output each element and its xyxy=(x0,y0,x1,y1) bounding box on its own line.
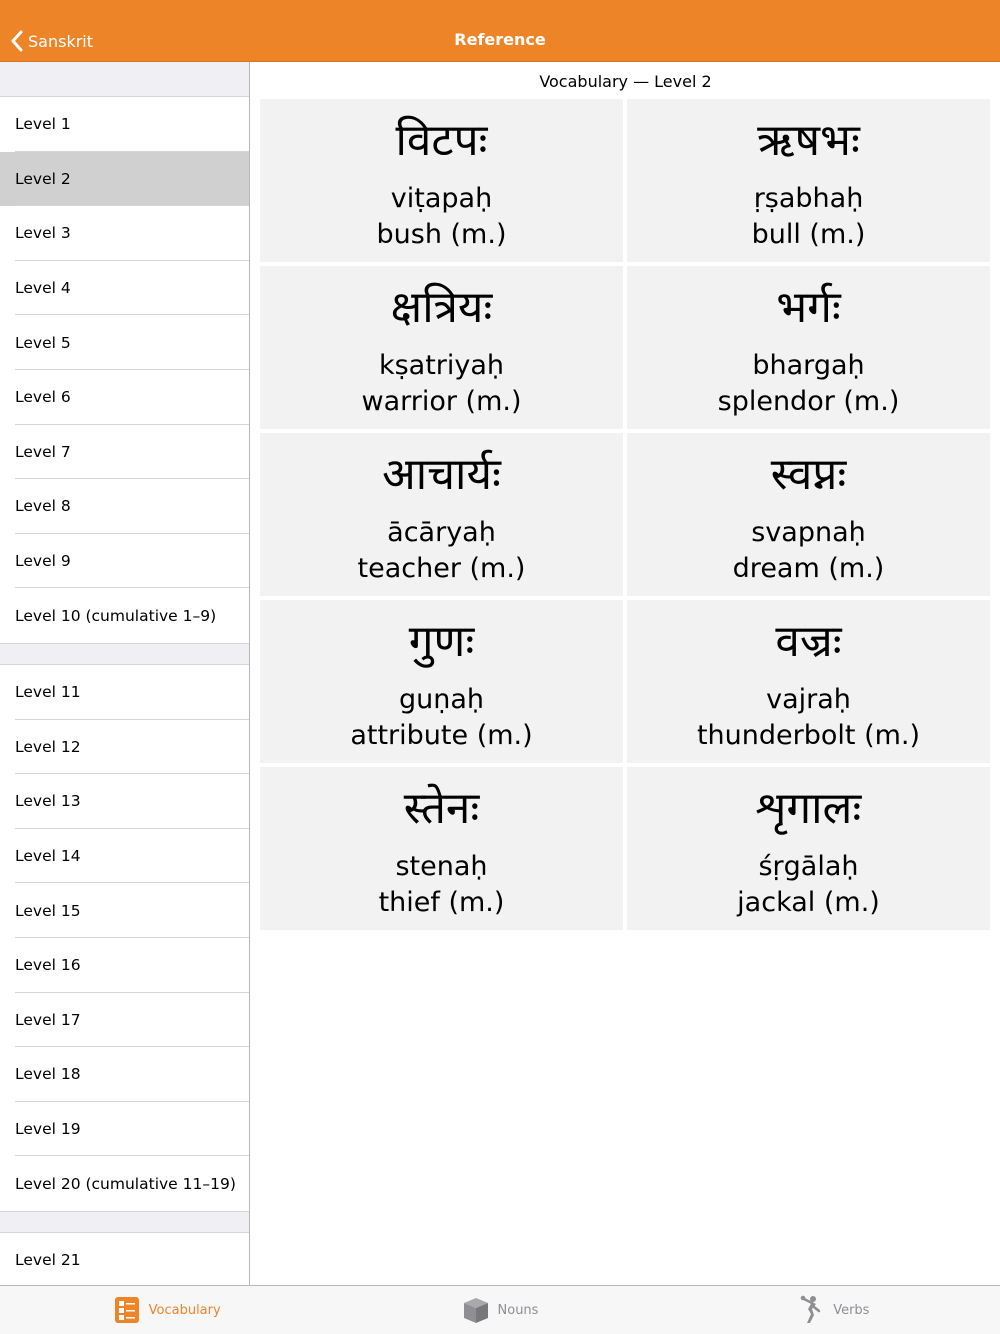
devanagari-word: वज्रः xyxy=(775,616,842,667)
devanagari-word: ऋषभः xyxy=(757,115,860,166)
english-meaning: thunderbolt (m.) xyxy=(696,720,921,751)
sidebar-item-label: Level 6 xyxy=(15,388,71,407)
transliteration: śṛgālaḥ xyxy=(758,851,859,882)
english-meaning: splendor (m.) xyxy=(717,386,900,417)
english-meaning: bush (m.) xyxy=(376,219,507,250)
sidebar-item-level[interactable] xyxy=(0,479,249,534)
transliteration: guṇaḥ xyxy=(398,684,485,715)
vocabulary-card[interactable] xyxy=(260,767,623,930)
tab-bar xyxy=(0,1285,1000,1334)
sidebar-item-level[interactable] xyxy=(0,993,249,1048)
box-icon xyxy=(462,1295,490,1325)
transliteration: ṛṣabhaḥ xyxy=(753,183,864,214)
devanagari-word: शृगालः xyxy=(755,783,862,834)
vocabulary-card[interactable] xyxy=(627,266,990,429)
sidebar-item-level[interactable] xyxy=(0,425,249,480)
vocabulary-grid xyxy=(260,99,990,930)
english-meaning: teacher (m.) xyxy=(357,553,526,584)
content-heading: Vocabulary — Level 2 xyxy=(539,72,712,91)
sidebar-item-level[interactable] xyxy=(0,588,249,643)
sidebar-section xyxy=(0,664,249,1212)
sidebar-item-level[interactable] xyxy=(0,1102,249,1157)
devanagari-word: भर्गः xyxy=(776,282,841,333)
sidebar-item-label: Level 9 xyxy=(15,552,71,571)
tab-nouns[interactable] xyxy=(333,1286,666,1334)
sidebar-item-label: Level 18 xyxy=(15,1065,81,1084)
sidebar-section xyxy=(0,1232,249,1285)
sidebar-item-label: Level 14 xyxy=(15,847,81,866)
sidebar-item-level[interactable] xyxy=(0,774,249,829)
tab-vocabulary-label: Vocabulary xyxy=(148,1302,221,1318)
sidebar-item-label: Level 13 xyxy=(15,792,81,811)
sidebar-item-level[interactable] xyxy=(0,1233,249,1285)
nav-bar xyxy=(0,0,1000,62)
sidebar-item-label: Level 12 xyxy=(15,737,81,756)
sidebar-item-label: Level 20 (cumulative 11–19) xyxy=(15,1174,236,1193)
tab-vocabulary[interactable] xyxy=(0,1286,333,1334)
english-meaning: bull (m.) xyxy=(751,219,866,250)
sidebar-top-spacer xyxy=(0,62,249,96)
sidebar-item-level[interactable] xyxy=(0,665,249,720)
sidebar-item-label: Level 3 xyxy=(15,224,71,243)
sidebar-item-level[interactable] xyxy=(0,206,249,261)
sidebar-item-level[interactable] xyxy=(0,883,249,938)
transliteration: stenaḥ xyxy=(395,851,488,882)
back-button-label: Sanskrit xyxy=(28,31,93,51)
transliteration: svapnaḥ xyxy=(751,517,866,548)
sidebar-item-level[interactable] xyxy=(0,534,249,589)
vocabulary-card[interactable] xyxy=(260,600,623,763)
tab-nouns-label: Nouns xyxy=(497,1302,539,1318)
transliteration: vajraḥ xyxy=(766,684,851,715)
sidebar-item-label: Level 21 xyxy=(15,1251,81,1270)
transliteration: bhargaḥ xyxy=(752,350,865,381)
vocabulary-card[interactable] xyxy=(260,266,623,429)
sidebar-item-level[interactable] xyxy=(0,1156,249,1211)
vocabulary-card[interactable] xyxy=(627,767,990,930)
sidebar-item-label: Level 19 xyxy=(15,1119,81,1138)
sidebar-item-label: Level 4 xyxy=(15,279,71,298)
vocabulary-icon xyxy=(113,1295,141,1325)
sidebar-item-label: Level 5 xyxy=(15,333,71,352)
sidebar-item-label: Level 11 xyxy=(15,683,81,702)
sidebar-item-level[interactable] xyxy=(0,1047,249,1102)
transliteration: viṭapaḥ xyxy=(390,183,493,214)
page-title: Reference xyxy=(454,30,546,49)
sidebar-item-level[interactable] xyxy=(0,152,249,207)
tab-verbs[interactable] xyxy=(667,1286,1000,1334)
transliteration: ācāryaḥ xyxy=(387,517,496,548)
vocabulary-card[interactable] xyxy=(627,433,990,596)
sidebar-item-label: Level 7 xyxy=(15,442,71,461)
english-meaning: thief (m.) xyxy=(378,887,505,918)
vocabulary-card[interactable] xyxy=(627,600,990,763)
sidebar-item-level[interactable] xyxy=(0,315,249,370)
english-meaning: attribute (m.) xyxy=(350,720,533,751)
tab-verbs-label: Verbs xyxy=(833,1302,870,1318)
sidebar-item-level[interactable] xyxy=(0,261,249,316)
devanagari-word: आचार्यः xyxy=(382,449,501,500)
sidebar-item-label: Level 8 xyxy=(15,497,71,516)
devanagari-word: स्वप्नः xyxy=(770,449,847,500)
sidebar-item-level[interactable] xyxy=(0,720,249,775)
sidebar-item-label: Level 2 xyxy=(15,169,71,188)
sidebar-item-label: Level 1 xyxy=(15,115,71,134)
sidebar-item-level[interactable] xyxy=(0,370,249,425)
vocabulary-panel xyxy=(251,62,1000,1285)
sidebar-item-level[interactable] xyxy=(0,97,249,152)
english-meaning: warrior (m.) xyxy=(361,386,522,417)
devanagari-word: क्षत्रियः xyxy=(390,282,493,333)
english-meaning: dream (m.) xyxy=(732,553,885,584)
sidebar-item-label: Level 10 (cumulative 1–9) xyxy=(15,606,217,625)
devanagari-word: स्तेनः xyxy=(403,783,480,834)
discus-thrower-icon xyxy=(797,1295,825,1325)
sidebar-item-level[interactable] xyxy=(0,829,249,884)
vocabulary-card[interactable] xyxy=(260,433,623,596)
english-meaning: jackal (m.) xyxy=(737,887,880,918)
devanagari-word: गुणः xyxy=(408,616,475,667)
devanagari-word: विटपः xyxy=(395,115,488,166)
vocabulary-card[interactable] xyxy=(260,99,623,262)
sidebar-item-level[interactable] xyxy=(0,938,249,993)
sidebar-item-label: Level 16 xyxy=(15,956,81,975)
sidebar-item-label: Level 17 xyxy=(15,1010,81,1029)
transliteration: kṣatriyaḥ xyxy=(378,350,505,381)
vocabulary-card[interactable] xyxy=(627,99,990,262)
sidebar-item-label: Level 15 xyxy=(15,901,81,920)
sidebar-section xyxy=(0,96,249,644)
level-sidebar[interactable] xyxy=(0,62,250,1285)
